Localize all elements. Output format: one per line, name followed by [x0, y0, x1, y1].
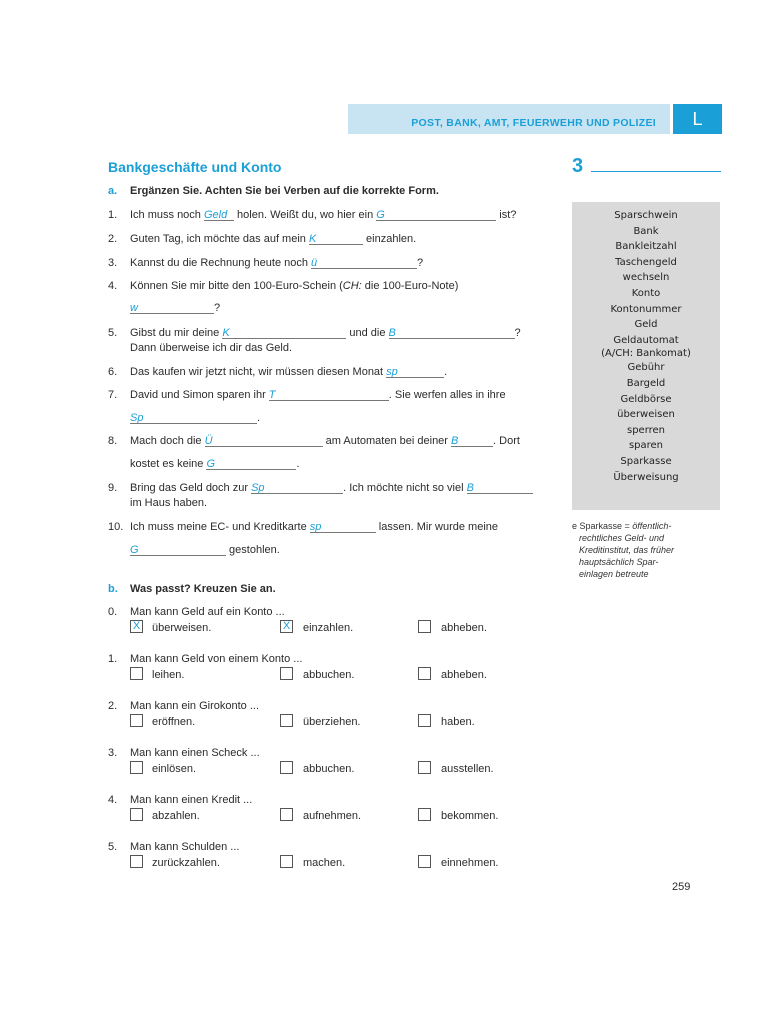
answer-checkbox[interactable]: X — [130, 620, 143, 633]
footnote-line: einlagen betreute — [579, 569, 649, 579]
answer-option-label: abzahlen. — [152, 810, 200, 822]
choice-item-number: 0. — [108, 606, 118, 618]
exercise-item-3 — [130, 257, 423, 269]
blank-hint: T — [268, 389, 276, 401]
answer-option-label: leihen. — [152, 669, 185, 681]
word-box-item: Sparschwein — [614, 210, 678, 221]
word-box-item: Bank — [633, 225, 659, 237]
choice-item-number: 3. — [108, 747, 118, 759]
word-box-item: überweisen — [617, 409, 675, 421]
word-box-item: Geldautomat — [613, 334, 679, 346]
item-text: einzahlen. — [362, 233, 417, 245]
task-b-instruction: Was passt? Kreuzen Sie an. — [130, 583, 276, 595]
word-list — [572, 202, 720, 485]
blank-hint: sp — [309, 521, 322, 533]
fill-blank[interactable] — [130, 544, 226, 556]
item-text: Bring das Geld doch zur — [130, 482, 252, 494]
word-box-item: Konto — [631, 287, 661, 299]
choice-item-stem: Man kann Schulden ... — [130, 841, 240, 853]
page-number: 259 — [672, 881, 691, 893]
answer-checkbox[interactable] — [280, 714, 293, 727]
item-text: . Dort — [493, 435, 520, 447]
answer-option-label: abbuchen. — [303, 669, 355, 681]
item-number: 8. — [108, 435, 118, 447]
item-text: am Automaten bei deiner — [322, 435, 452, 447]
fill-blank[interactable] — [130, 302, 214, 314]
chapter-header-bar — [348, 104, 670, 134]
fill-blank[interactable] — [205, 435, 323, 447]
item-text: ? — [214, 302, 221, 314]
answer-option-label: überweisen. — [152, 622, 212, 634]
answer-checkbox[interactable] — [280, 761, 293, 774]
answer-option-label: überziehen. — [303, 716, 361, 728]
item-text: Mach doch die — [130, 435, 205, 447]
blank-hint: B — [451, 435, 459, 447]
answer-checkbox[interactable] — [418, 808, 431, 821]
item-number: 5. — [108, 327, 118, 339]
choice-item-number: 5. — [108, 841, 118, 853]
exercise-item-7 — [130, 389, 506, 401]
section-title: Bankgeschäfte und Konto — [108, 159, 282, 175]
item-number: 1. — [108, 209, 118, 221]
word-box — [572, 202, 720, 510]
answer-option-label: bekommen. — [441, 810, 499, 822]
item-text: ist? — [496, 209, 517, 221]
exercise-item-5 — [130, 327, 521, 339]
item-text: Das kaufen wir jetzt nicht, wir müssen diesen Monat — [130, 366, 387, 378]
fill-blank[interactable] — [269, 389, 389, 401]
chapter-letter: L — [673, 104, 722, 134]
answer-option-label: machen. — [303, 857, 346, 869]
answer-option-label: einnehmen. — [441, 857, 499, 869]
item-text: . Ich möchte nicht so viel — [343, 482, 467, 494]
item-text: kostet es keine — [130, 458, 207, 470]
fill-blank[interactable] — [222, 327, 346, 339]
item-text: . Sie werfen alles in ihre — [388, 389, 506, 401]
item-text: Ich muss meine EC- und Kreditkarte — [130, 521, 310, 533]
word-box-item: Überweisung — [613, 471, 679, 483]
answer-option-label: abbuchen. — [303, 763, 355, 775]
exercise-item-10-line-2 — [130, 544, 280, 556]
word-box-item: Taschengeld — [615, 256, 677, 268]
fill-blank[interactable] — [310, 521, 376, 533]
blank-hint: G — [376, 209, 385, 221]
item-text: lassen. Mir wurde meine — [375, 521, 499, 533]
exercise-item-1 — [130, 209, 516, 221]
choice-item-stem: Man kann ein Girokonto ... — [130, 700, 260, 712]
exercise-item-10 — [130, 521, 498, 533]
blank-hint: B — [388, 327, 396, 339]
fill-blank[interactable] — [376, 209, 496, 221]
word-box-item: sparen — [628, 440, 664, 452]
item-number: 4. — [108, 280, 118, 292]
answer-checkbox[interactable] — [418, 667, 431, 680]
exercise-item-5-line-2: Dann überweise ich dir das Geld. — [130, 342, 293, 354]
blank-hint: Sp — [130, 412, 144, 424]
answer-checkbox[interactable] — [280, 855, 293, 868]
word-box-item: sperren — [626, 424, 666, 436]
section-number: 3 — [572, 155, 584, 177]
answer-option-label: zurückzahlen. — [152, 857, 220, 869]
chapter-title: POST, BANK, AMT, FEUERWEHR UND POLIZEI — [411, 117, 656, 129]
answer-option-label: einzahlen. — [303, 622, 354, 634]
task-b-letter: b. — [108, 583, 118, 595]
blank-hint: B — [466, 482, 474, 494]
answer-checkbox[interactable] — [418, 714, 431, 727]
item-text: die 100-Euro-Note) — [361, 280, 459, 292]
fill-blank[interactable] — [206, 458, 296, 470]
item-number: 2. — [108, 233, 118, 245]
fill-blank[interactable] — [309, 233, 363, 245]
blank-hint: w — [130, 302, 138, 314]
blank-hint: G — [130, 544, 139, 556]
answer-option-label: abheben. — [441, 622, 487, 634]
footnote-sparkasse — [572, 520, 722, 580]
item-text: gestohlen. — [226, 544, 280, 556]
answer-option-label: abheben. — [441, 669, 487, 681]
choice-item-number: 4. — [108, 794, 118, 806]
item-text: Gibst du mir deine — [130, 327, 223, 339]
blank-hint: G — [206, 458, 215, 470]
item-text: . — [444, 366, 448, 378]
exercise-item-6 — [130, 366, 447, 378]
task-a-letter: a. — [108, 185, 118, 197]
word-box-item: (A/CH: Bankomat) — [601, 348, 691, 360]
item-text: . — [296, 458, 300, 470]
exercise-item-9-line-2: im Haus haben. — [130, 497, 208, 509]
choice-item-number: 1. — [108, 653, 118, 665]
fill-blank[interactable] — [386, 366, 444, 378]
exercise-item-2 — [130, 233, 416, 245]
exercise-item-8-line-2 — [130, 458, 300, 470]
blank-hint: Sp — [251, 482, 265, 494]
answer-checkbox[interactable] — [130, 808, 143, 821]
answer-option-label: eröffnen. — [152, 716, 196, 728]
word-box-item: Kontonummer — [610, 303, 682, 315]
footnote-line — [572, 520, 722, 532]
task-a-instruction: Ergänzen Sie. Achten Sie bei Verben auf die korrekte Form. — [130, 185, 439, 197]
item-text: ? — [514, 327, 521, 339]
footnote-line: Kreditinstitut, das früher — [579, 545, 675, 555]
fill-blank[interactable] — [251, 482, 343, 494]
fill-blank[interactable] — [389, 327, 515, 339]
footnote-term: e Sparkasse = — [572, 521, 633, 531]
answer-checkbox[interactable] — [130, 667, 143, 680]
answer-checkbox[interactable] — [418, 620, 431, 633]
word-box-item: Sparkasse — [620, 455, 672, 467]
word-box-item: Gebühr — [627, 362, 665, 374]
answer-checkbox[interactable] — [418, 761, 431, 774]
fill-blank[interactable] — [451, 435, 493, 447]
blank-hint: Geld — [203, 209, 228, 221]
choice-item-stem: Man kann einen Scheck ... — [130, 747, 260, 759]
item-text: Kannst du die Rechnung heute noch — [130, 257, 312, 269]
exercise-item-9 — [130, 482, 533, 494]
exercise-item-4-line-2 — [130, 302, 220, 314]
blank-hint: Ü — [204, 435, 213, 447]
answer-option-label: einlösen. — [152, 763, 197, 775]
item-text: David und Simon sparen ihr — [130, 389, 269, 401]
word-box-item: Geld — [634, 319, 658, 331]
answer-option-label: aufnehmen. — [303, 810, 362, 822]
blank-hint: sp — [386, 366, 398, 378]
word-box-item: Bargeld — [626, 377, 666, 389]
item-text: und die — [346, 327, 389, 339]
item-number: 10. — [108, 521, 124, 533]
answer-checkbox[interactable] — [130, 761, 143, 774]
fill-blank[interactable] — [467, 482, 533, 494]
answer-checkbox[interactable] — [130, 855, 143, 868]
answer-checkbox[interactable] — [130, 714, 143, 727]
item-text: . — [257, 412, 261, 424]
blank-hint: K — [308, 233, 317, 245]
choice-item-number: 2. — [108, 700, 118, 712]
exercise-item-4 — [130, 280, 458, 292]
item-text-italic: CH: — [342, 280, 362, 292]
word-box-item: Geldbörse — [620, 393, 672, 405]
choice-item-stem: Man kann Geld von einem Konto ... — [130, 653, 303, 665]
exercise-item-7-line-2 — [130, 412, 260, 424]
footnote-definition: öffentlich- — [632, 521, 672, 531]
answer-checkbox[interactable]: X — [280, 620, 293, 633]
fill-blank[interactable] — [130, 412, 257, 424]
item-number: 7. — [108, 389, 118, 401]
answer-option-label: haben. — [441, 716, 475, 728]
item-number: 6. — [108, 366, 118, 378]
item-text: Können Sie mir bitte den 100-Euro-Schein ( — [130, 280, 343, 292]
item-text: Guten Tag, ich möchte das auf mein — [130, 233, 309, 245]
word-box-item: Bankleitzahl — [615, 241, 677, 253]
answer-option-label: ausstellen. — [441, 763, 494, 775]
fill-blank[interactable] — [204, 209, 234, 221]
choice-item-stem: Man kann Geld auf ein Konto ... — [130, 606, 285, 618]
answer-checkbox[interactable] — [280, 808, 293, 821]
blank-hint: ü — [311, 257, 318, 269]
item-text: ? — [417, 257, 424, 269]
item-text: holen. Weißt du, wo hier ein — [233, 209, 377, 221]
item-number: 9. — [108, 482, 118, 494]
section-rule — [591, 171, 721, 172]
blank-hint: K — [222, 327, 230, 339]
item-text: Ich muss noch — [130, 209, 204, 221]
answer-checkbox[interactable] — [280, 667, 293, 680]
exercise-item-8 — [130, 435, 520, 447]
answer-checkbox[interactable] — [418, 855, 431, 868]
fill-blank[interactable] — [311, 257, 417, 269]
item-number: 3. — [108, 257, 118, 269]
word-box-item: wechseln — [622, 272, 670, 284]
footnote-line: hauptsächlich Spar- — [579, 557, 659, 567]
footnote-line: rechtliches Geld- und — [579, 533, 665, 543]
choice-item-stem: Man kann einen Kredit ... — [130, 794, 253, 806]
